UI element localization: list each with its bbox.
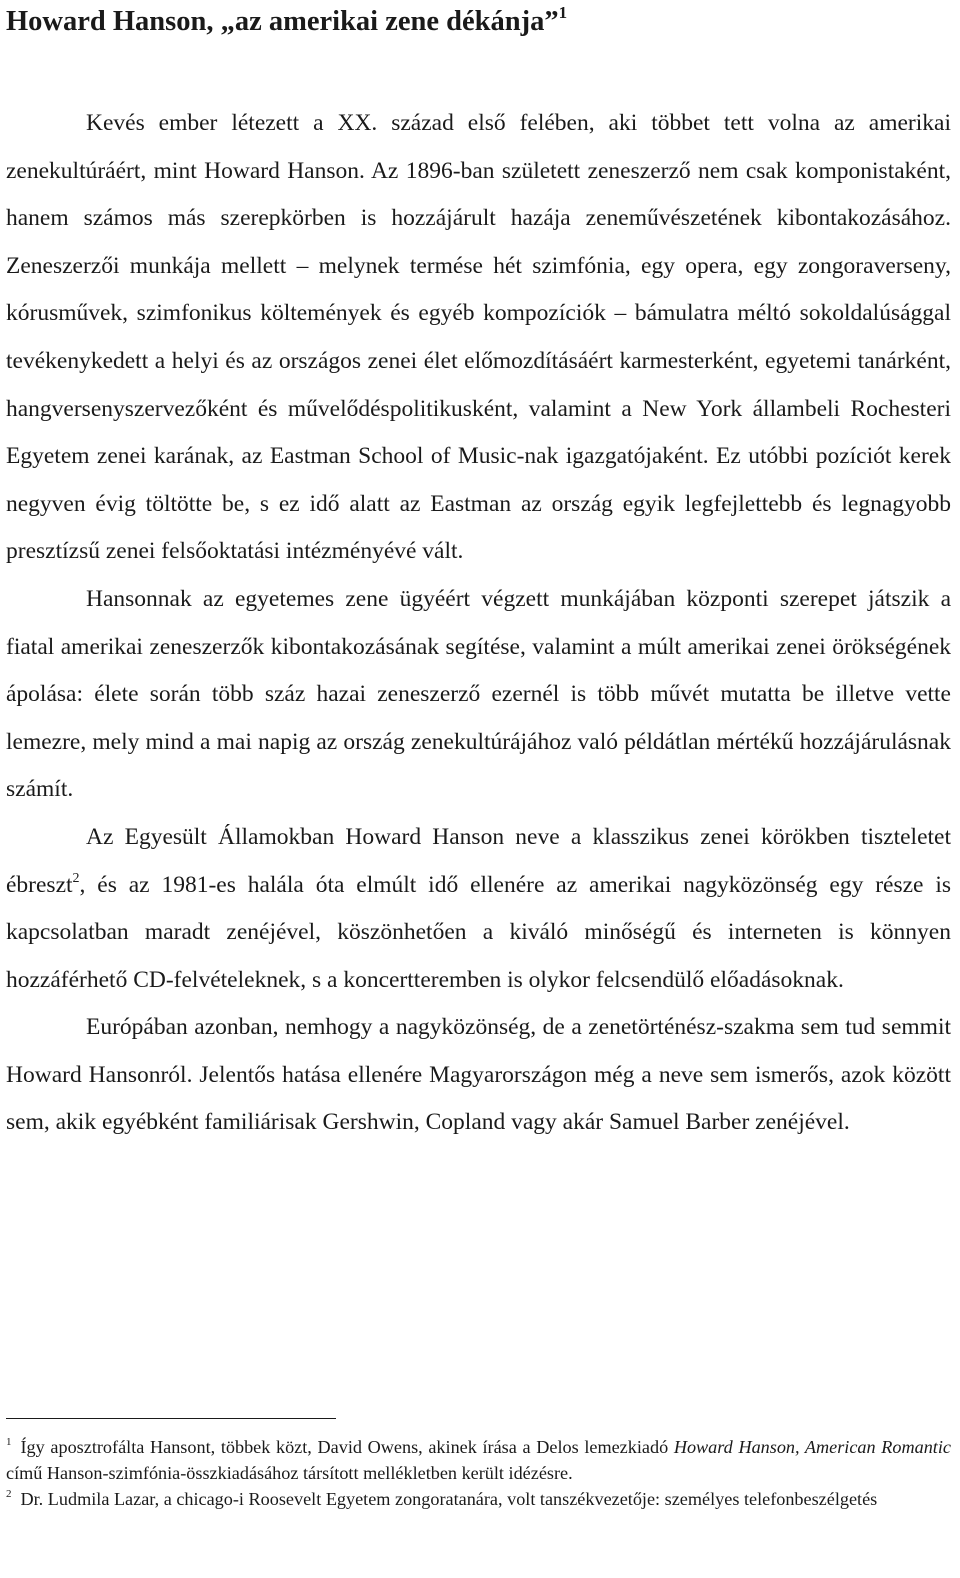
footnote-1-italic-title: Howard Hanson, American Romantic — [673, 1437, 951, 1457]
footnote-separator — [6, 1418, 336, 1419]
title-text: Howard Hanson, „az amerikai zene dékánja” — [6, 6, 559, 37]
footnote-1-text-after: című Hanson-szimfónia-összkiadásához társított mellékletben került idézésre. — [6, 1463, 573, 1483]
paragraph-4: Európában azonban, nemhogy a nagyközönség, de a zenetörténész-szakma sem tud semmit Howard Hansonról. Jelentős hatása ellenére Magyarországon még a neve sem ismerős, azok között sem, akik egyébként familiárisak Gershwin, Copland vagy akár Samuel Barber zenéjével. — [6, 1014, 951, 1136]
footnote-1-number: 1 — [6, 1436, 12, 1448]
paragraph-1: Kevés ember létezett a XX. század első felében, aki többet tett volna az amerikai zenekultúráért, mint Howard Hanson. Az 1896-ban született zeneszerző nem csak komponistaként, hanem számos más szerepkörben is hozzájárult hazája zeneművészetének kibontakozásához. Zeneszerzői munkája mellett – melynek termése hét szimfónia, egy opera, egy zongoraverseny, kórusművek, szimfonikus költemények és egyéb kompozíciók – bámulatra méltó sokoldalúsággal tevékenykedett a helyi és az országos zenei élet előmozdításáért karmesterként, egyetemi tanárként, hangversenyszervezőként és művelődéspolitikusként, valamint a New York állambeli Rochesteri Egyetem zenei karának, az Eastman School of Music-nak igazgatójaként. Ez utóbbi pozíciót kerek negyven évig töltötte be, s ez idő alatt az Eastman az ország egyik legfejlettebb és legnagyobb presztízsű zenei felsőoktatási intézményévé vált. — [6, 110, 951, 565]
footnote-2-number: 2 — [6, 1488, 12, 1500]
footnote-2 — [6, 1486, 951, 1512]
document-title — [6, 4, 567, 40]
footnote-ref-2[interactable]: 2 — [72, 870, 80, 886]
footnote-ref-1[interactable]: 1 — [558, 3, 568, 22]
footnotes — [6, 1434, 951, 1512]
paragraph-2: Hansonnak az egyetemes zene ügyéért végzett munkájában központi szerepet játszik a fiatal amerikai zeneszerzők kibontakozásának segítése, valamint a múlt amerikai zenei örökségének ápolása: élete során több száz hazai zeneszerző ezernél is több művét mutatta be illetve vette lemezre, mely mind a mai napig az ország zenekultúrájához való példátlan mértékű hozzájárulásnak számít. — [6, 585, 951, 803]
paragraph-3-text-after: , és az 1981-es halála óta elmúlt idő ellenére az amerikai nagyközönség egy része is kapcsolatban maradt zenéjével, köszönhetően a kiváló minőségű és interneten is könnyen hozzáférhető CD-felvételeknek, s a koncertteremben is olykor felcsendülő előadásoknak. — [6, 871, 951, 993]
paragraph-3-text-before: Az Egyesült Államokban Howard Hanson neve a klasszikus zenei körökben tiszteletet ébreszt — [6, 823, 951, 898]
paragraph-3 — [6, 814, 951, 1004]
footnote-1 — [6, 1434, 951, 1486]
footnote-1-text-before: Így aposztrofálta Hansont, többek közt, David Owens, akinek írása a Delos lemezkiadó — [20, 1437, 674, 1457]
footnote-2-text: Dr. Ludmila Lazar, a chicago-i Roosevelt Egyetem zongoratanára, volt tanszékvezetője: személyes telefonbeszélgetés — [20, 1489, 878, 1509]
body-text — [6, 100, 951, 1147]
